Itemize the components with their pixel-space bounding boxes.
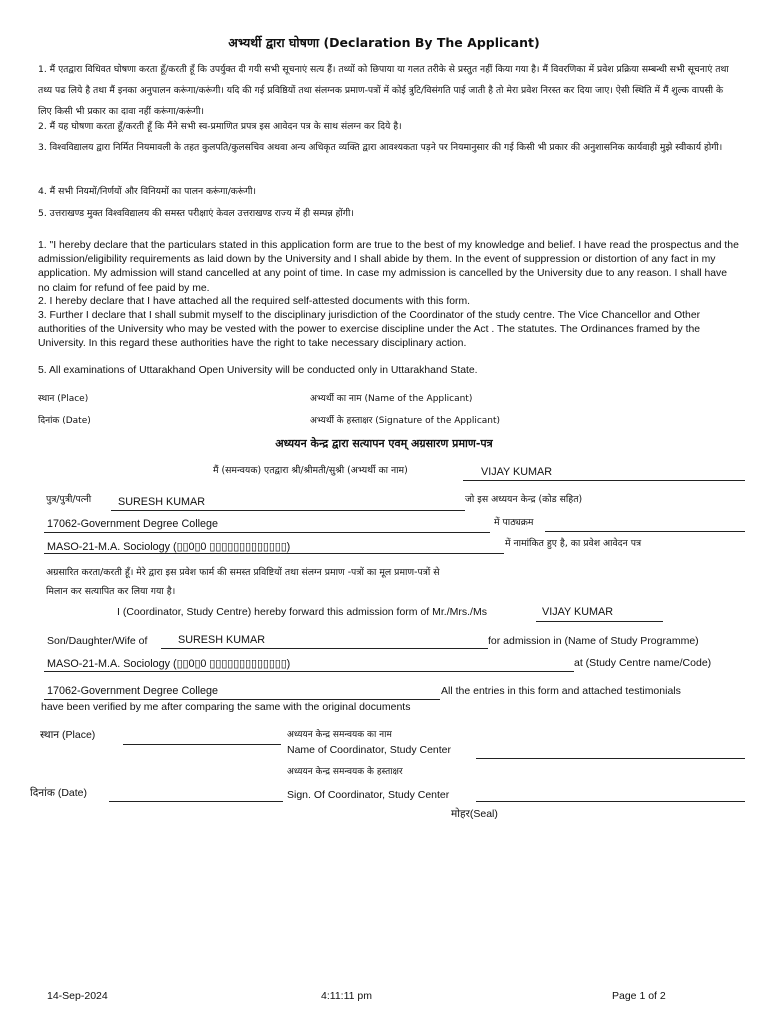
coordinator-sign-en-label: Sign. Of Coordinator, Study Center (287, 789, 450, 801)
coordinator-name-hi-label: अध्ययन केन्द्र समन्वयक का नाम (287, 730, 392, 740)
en-applicant-name-underline (536, 621, 663, 622)
verification-section-title: अध्ययन केन्द्र द्वारा सत्यापन एवम् अग्रसारण प्रमाण-पत्र (275, 437, 493, 450)
footer-time: 4:11:11 pm (321, 990, 372, 1002)
study-centre-underline (44, 532, 490, 533)
en-programme-underline (44, 671, 574, 672)
verified-label: have been verified by me after comparing the same with the original documents (41, 701, 411, 713)
coordinator-declaration-label: मैं (समन्वयक) एतद्वारा श्री/श्रीमती/सुश्री (अभ्यर्थी का नाम) (213, 465, 408, 476)
admission-programme-label: for admission in (Name of Study Programme) (488, 635, 699, 647)
coordinator-name-underline (476, 758, 745, 759)
applicant-name-underline (463, 480, 745, 481)
coordinator-forward-label: I (Coordinator, Study Centre) hereby forward this admission form of Mr./Mrs./Ms (117, 606, 487, 618)
hindi-declaration-2: 2. मैं यह घोषणा करता हूँ/करती हूँ कि मैंने सभी स्व-प्रमाणित प्रपत्र इस आवेदन पत्र के साथ संलग्न कर दिये है। (38, 121, 402, 132)
coordinator-date-label: दिनांक (Date) (30, 787, 87, 799)
english-declaration-3: 3. Further I declare that I shall submit myself to the disciplinary jurisdiction of the Coordinator of the study centre. The Vice Chancellor and Other authorities of the University who may be vested with the power to exercise discipline under the Act . The statutes. The Ordinances framed by the University. In this regard these authorities have the right to take necessary disciplinary action. (38, 310, 701, 350)
footer-date: 14-Sep-2024 (47, 990, 108, 1002)
father-name-underline (111, 510, 465, 511)
applicant-name-label: अभ्यर्थी का नाम (Name of the Applicant) (310, 394, 473, 404)
coordinator-place-underline (123, 744, 281, 745)
forward-text-line-1: अग्रसारित करता/करती हूँ। मेरे द्वारा इस प्रवेश फार्म की समस्त प्रविष्टियों तथा संलग्न प्रमाण -पत्रों का मूल प्रमाण-पत्रों से (46, 567, 440, 578)
programme-field[interactable]: MASO-21-M.A. Sociology (▯▯0▯0 ▯▯▯▯▯▯▯▯▯▯▯▯▯) (47, 541, 291, 553)
en-programme-field[interactable]: MASO-21-M.A. Sociology (▯▯0▯0 ▯▯▯▯▯▯▯▯▯▯▯▯▯) (47, 658, 291, 670)
page-title: अभ्यर्थी द्वारा घोषणा (Declaration By The Applicant) (228, 35, 540, 50)
hindi-declaration-4: 4. मैं सभी नियमों/निर्णयों और विनियमों का पालन करूंगा/करूंगी। (38, 186, 257, 197)
applicant-signature-label: अभ्यर्थी के हस्ताक्षर (Signature of the Applicant) (310, 416, 501, 426)
en-father-name-underline (161, 648, 488, 649)
study-centre-code-label: at (Study Centre name/Code) (574, 657, 712, 669)
english-declaration-5: 5. All examinations of Uttarakhand Open University will be conducted only in Uttarakhand State. (38, 365, 478, 376)
centre-code-label: जो इस अध्ययन केन्द्र (कोड सहित) (465, 494, 583, 505)
en-applicant-name-field[interactable]: VIJAY KUMAR (542, 606, 613, 618)
relation-label: पुत्र/पुत्री/पत्नी (46, 494, 92, 505)
entries-label: All the entries in this form and attached testimonials (441, 685, 681, 697)
father-name-field[interactable]: SURESH KUMAR (118, 496, 205, 508)
english-declaration-2: 2. I hereby declare that I have attached all the required self-attested documents with this form. (38, 296, 471, 307)
en-father-name-field[interactable]: SURESH KUMAR (178, 634, 265, 646)
hindi-declaration-1: 1. मैं एतद्वारा विधिवत घोषणा करता हूँ/करती हूँ कि उपर्युक्त दी गयी सभी सूचनाएं सत्य हैं। तथ्यों को छिपाया या गलत तरीके से प्रस्तुत नहीं किया गया है। मैं विवरणिका में प्रवेश प्रक्रिया सम्बन्धी सभी सूचनाएं तथा तथ्य पढ लिये है तथा मैं इनका अनुपालन करूंगा/करूंगी। यदि की गई प्रविष्ठियों तथा संलग्नक प्रमाण-पत्रों में कोई त्रुटि/विसंगति पाई जाती है तो मेरा प्रवेश निरस्त कर दिया जाए। ऐसी स्थिति में मैं शुल्क वापसी के लिए किसी भी प्रकार का दावा नहीं करूंगा/करूंगी। (38, 64, 729, 117)
hindi-declaration-3: 3. विश्वविद्यालय द्वारा निर्मित नियमावली के तहत कुलपति/कुलसचिव अथवा अन्य अधिकृत व्यक्ति द्वारा आवश्यकता पड़ने पर नियमानुसार की गई किसी भी प्रकार की अनुशासनिक कार्यवाही मुझे स्वीकार्य होगी। (38, 142, 723, 153)
coordinator-date-underline (109, 801, 283, 802)
study-centre-field[interactable]: 17062-Government Degree College (47, 518, 219, 530)
coordinator-name-en-label: Name of Coordinator, Study Center (287, 744, 452, 756)
applicant-date-label: दिनांक (Date) (38, 416, 91, 426)
programme-underline (44, 553, 504, 554)
son-daughter-wife-label: Son/Daughter/Wife of (47, 635, 148, 647)
english-declaration-1: 1. "I hereby declare that the particulars stated in this application form are true to the best of my knowledge and belief. I have read the prospectus and the admission/eligibility requirements as laid down by the University and I shall abide by them. In the event of suppression or distortion of any fact in my application. My admission will stand cancelled at any point of time. In case my admission is cancelled by the University due to any reason. I shall have no claim for refund of fee paid by me. (38, 240, 739, 294)
seal-label: मोहर(Seal) (451, 808, 498, 820)
en-study-centre-field[interactable]: 17062-Government Degree College (47, 685, 219, 697)
coordinator-place-label: स्थान (Place) (40, 729, 96, 741)
applicant-name-field[interactable]: VIJAY KUMAR (481, 466, 552, 478)
applicant-place-label: स्थान (Place) (38, 394, 89, 404)
coordinator-sign-underline (476, 801, 745, 802)
forward-text-line-2: मिलान कर सत्यापित कर लिया गया है। (46, 586, 176, 597)
course-label: में पाठ्यक्रम (494, 517, 534, 528)
enrolled-label: में नामांकित हुए है, का प्रवेश आवेदन पत्र (505, 538, 642, 549)
en-study-centre-underline (44, 699, 440, 700)
coordinator-sign-hi-label: अध्ययन केन्द्र समन्वयक के हस्ताक्षर (287, 767, 403, 777)
course-underline (545, 531, 745, 532)
footer-page-number: Page 1 of 2 (612, 990, 666, 1002)
hindi-declaration-5: 5. उत्तराखण्ड मुक्त विश्वविद्यालय की समस्त परीक्षाएं केवल उत्तराखण्ड राज्य में ही सम्पन्न होंगी। (38, 208, 354, 219)
